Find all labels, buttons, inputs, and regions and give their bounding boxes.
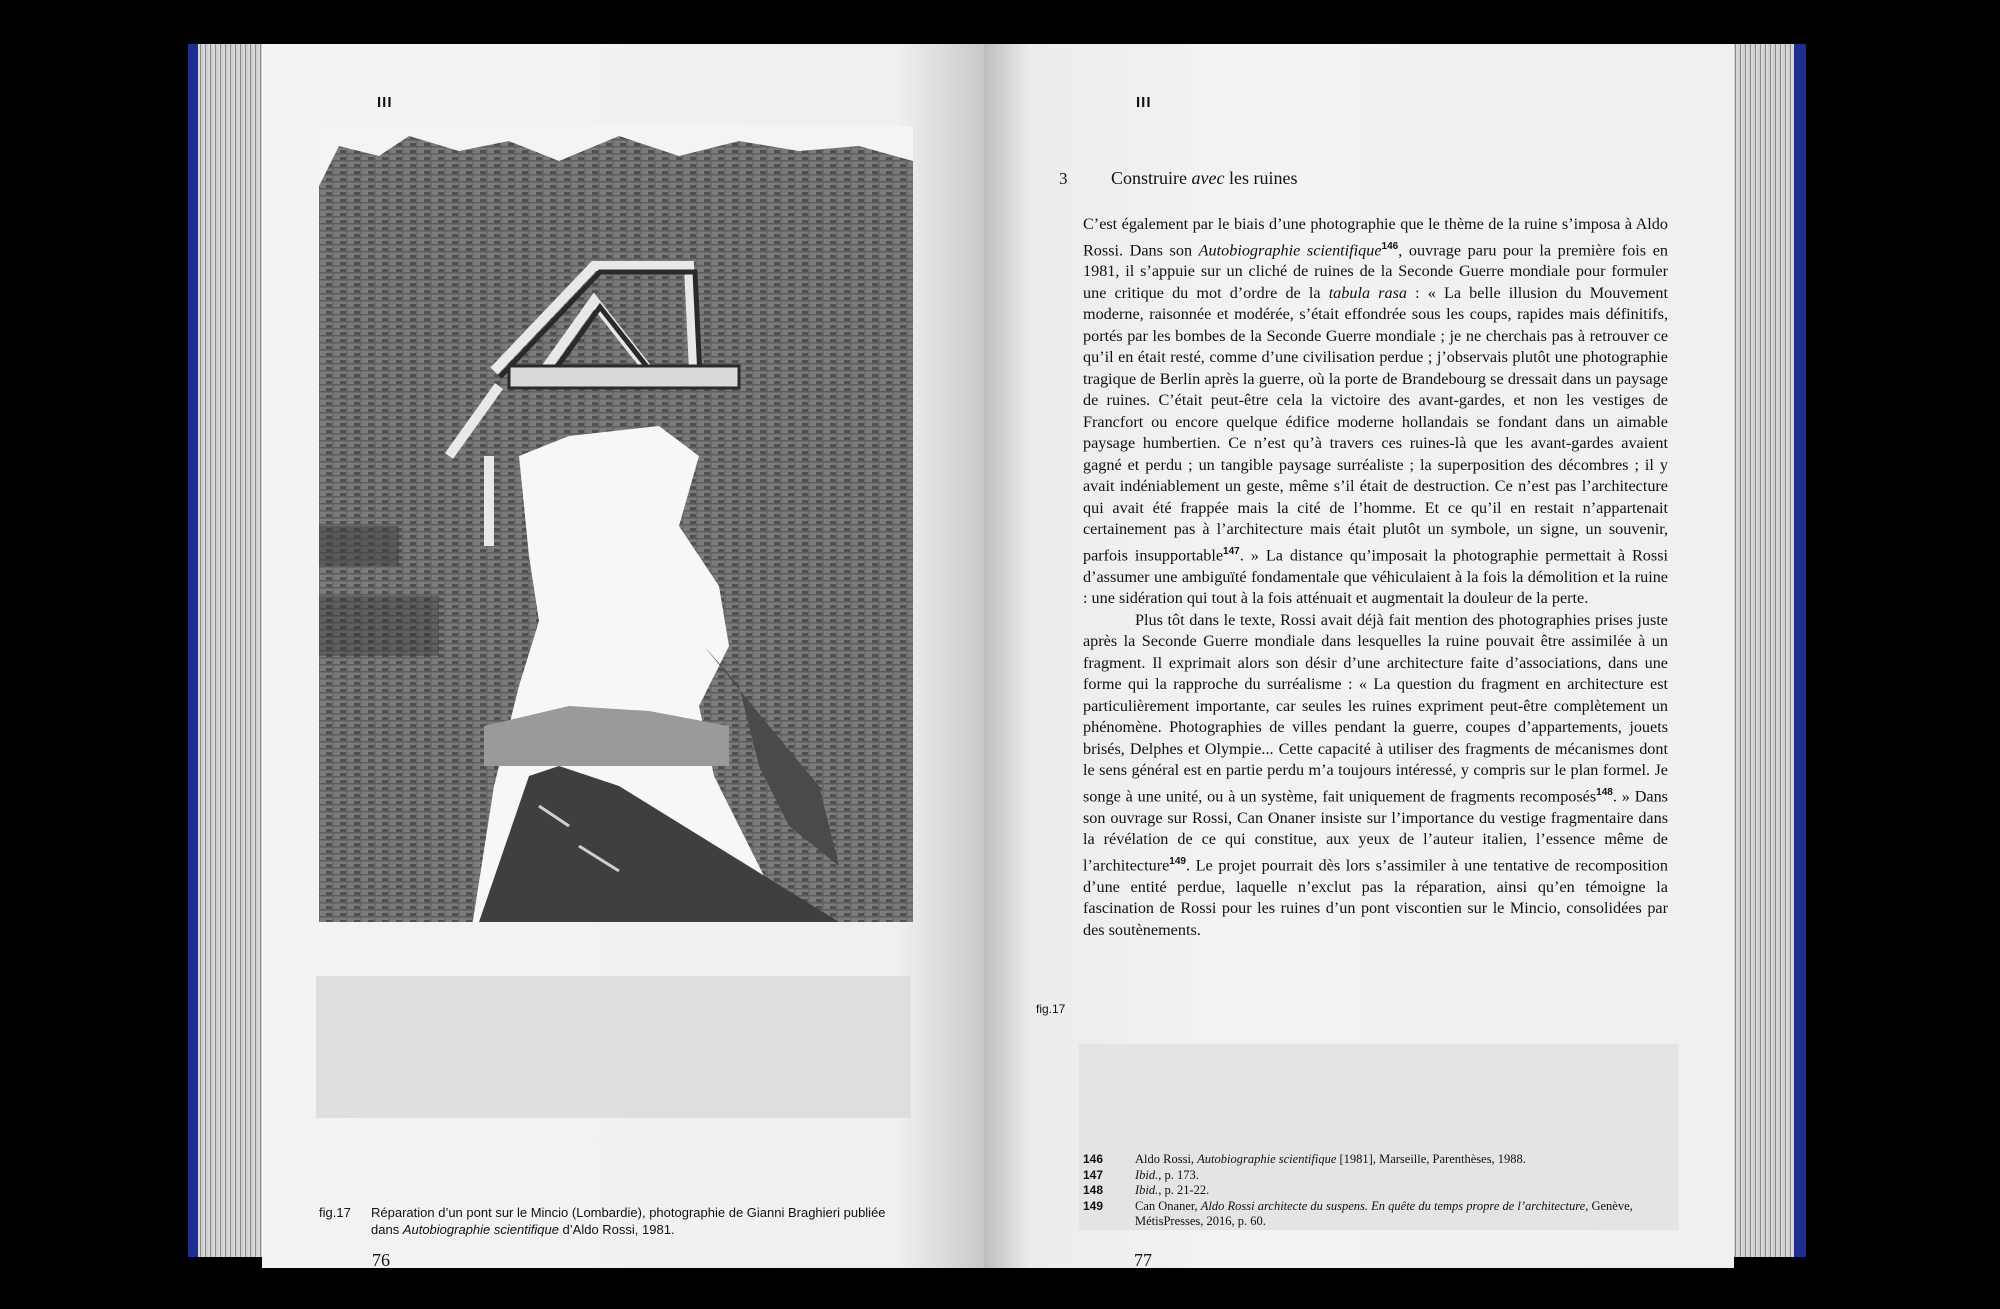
footnote-text	[1135, 1168, 1643, 1184]
left-page	[262, 44, 984, 1268]
bridge-ruin-image	[319, 126, 913, 922]
caption-text-1: Réparation d’un pont sur le Mincio (Lombardie), photographie de Gianni Braghieri publiée dans	[371, 1205, 886, 1237]
caption-text	[371, 1204, 911, 1238]
italic-run: Ibid.	[1135, 1183, 1159, 1197]
paragraph-2	[1083, 610, 1668, 941]
figure-caption	[319, 1204, 911, 1238]
part-marker: III	[377, 94, 393, 111]
footnote-text	[1135, 1152, 1643, 1168]
section-title-italic: avec	[1191, 168, 1225, 188]
part-marker: III	[1136, 94, 1152, 111]
caption-text-2: d’Aldo Rossi, 1981.	[558, 1222, 675, 1237]
bridge-photograph	[319, 126, 913, 922]
page-edges-left	[188, 44, 266, 1257]
footnotes	[1083, 1152, 1643, 1230]
italic-run: Autobiographie scientifique	[1197, 1152, 1337, 1166]
section-heading	[1059, 168, 1297, 189]
text-run: Plus tôt dans le texte, Rossi avait déjà fait mention des photographies prises juste après la Seconde Guerre mondiale dans lesquelles la ruine pouvait être assimilée à un fragment. Il exprimait alors son désir d’une architecture faite d’associations, dans une forme qui la rapproche du surréalisme : « La question du fragment en architecture est particulièrement importante, car seules les ruines expriment peut-être complètement un phénomène. Photographies de villes pendant la guerre, coupes d’appartements, jouets brisés, Delphes et Olympie... Cette capacité à utiliser des fragments de mécanismes dont le sens général est en partie perdu m’a toujours intéressé, y compris sur le plan formel. Je songe à une unité, ou à un système, fait uniquement de fragments recomposés	[1083, 610, 1668, 806]
text-run: , ouvrage paru pour la première fois en 1981, il s’appuie sur un cliché de ruines de la Seconde Guerre mondiale pour formuler une critique du mot d’ordre de la	[1083, 240, 1668, 302]
italic-run: tabula rasa	[1328, 283, 1407, 302]
italic-run: Autobiographie scientifique	[1198, 240, 1382, 259]
italic-run: Ibid.	[1135, 1167, 1159, 1182]
page-edges-right	[1728, 44, 1806, 1257]
text-run: : « La belle illusion du Mouvement moderne, raisonnée et modérée, s’était effondrée sous les coups, rapides mais définitifs, portés par les bombes de la Seconde Guerre mondiale ; je ne cherchais pas à retrouver ce qu’il en était resté, comme d’une civilisation perdue ; j’observais plutôt une photographie tragique de Berlin après la guerre, où la porte de Brandebourg se dressait dans un paysage de ruines. C’était peut-être cela la victoire des avant-gardes, et non les vestiges de Francfort ou encore quelque édifice moderne hollandais se fondant dans un aimable paysage humbertien. Ce n’est qu’à travers ces ruines-là que les avant-gardes avaient gagné et perdu ; un tangible paysage surréaliste ; la superposition des décombres ; il y avait indéniablement un geste, même s’il était de destruction. Ce n’est pas l’architecture qui avait été frappée mais la cité de l’homme. Et ce qu’il en restait n’appartenait certainement pas à l’architecture mais était plutôt un symbole, un signe, un souvenir, parfois insupportable	[1083, 283, 1668, 565]
text-run: , p. 21-22.	[1158, 1183, 1210, 1197]
footnote-number: 147	[1083, 1167, 1104, 1182]
section-number: 3	[1059, 169, 1068, 188]
text-run: Can Onaner,	[1135, 1198, 1201, 1213]
footnote-ref: 149	[1169, 855, 1186, 867]
footnote-number: 148	[1083, 1183, 1104, 1197]
text-run: Aldo Rossi,	[1135, 1152, 1198, 1166]
footnote	[1083, 1183, 1643, 1199]
caption-fig-label: fig.17	[319, 1205, 351, 1220]
text-run: , p. 173.	[1158, 1167, 1199, 1182]
footnote-ref: 146	[1381, 240, 1399, 252]
footnote	[1083, 1199, 1643, 1230]
paragraph-1	[1083, 214, 1668, 610]
footnote-text	[1135, 1199, 1643, 1230]
section-title-1: Construire	[1111, 168, 1192, 188]
footnote	[1083, 1152, 1643, 1168]
text-run: . Le projet pourrait dès lors s’assimiler à une tentative de recomposition d’une entité perdue, laquelle n’exclut pas la réparation, ainsi qu’en témoigne la fascination de Rossi pour les ruines d’un pont viscontien sur le Mincio, consolidées par des soutènements.	[1083, 856, 1668, 939]
text-run: , Genève, MétisPresses, 2016, p. 60.	[1135, 1198, 1633, 1228]
footnote-number: 146	[1083, 1152, 1104, 1166]
page-number-left: 76	[372, 1250, 390, 1270]
right-page	[984, 44, 1734, 1268]
footnote-text	[1135, 1183, 1643, 1199]
cover-edge-left	[188, 44, 198, 1257]
text-run: . » Dans son ouvrage sur Rossi, Can Onaner insiste sur l’importance du vestige fragmentaire dans la révélation de ce qui constitue, aux yeux de l’auteur italien, l’essence même de l’architecture	[1083, 787, 1668, 875]
section-title-2: les ruines	[1224, 168, 1298, 188]
text-run: [1981], Marseille, Parenthèses, 1988.	[1336, 1152, 1526, 1166]
footnote-ref: 148	[1596, 786, 1613, 798]
footnote-number: 149	[1083, 1198, 1104, 1213]
body-text	[1083, 214, 1668, 941]
cover-edge-right	[1794, 44, 1806, 1257]
italic-run: Aldo Rossi architecte du suspens. En quête du temps propre de l’architecture	[1200, 1198, 1586, 1213]
text-run: . » La distance qu’imposait la photographie permettait à Rossi d’assumer une ambiguïté fondamentale que véhiculaient à la fois la démolition et la ruine : une sidération qui tout à la fois atténuait et augmentait la douleur de la perte.	[1083, 546, 1668, 608]
page-number-right: 77	[1134, 1250, 1152, 1270]
margin-figure-ref: fig.17	[1036, 1002, 1066, 1016]
show-through-image	[316, 976, 911, 1118]
text-run: C’est également par le biais d’une photographie que le thème de la ruine s’imposa à Aldo Rossi. Dans son	[1083, 215, 1668, 259]
footnote-ref: 147	[1223, 545, 1240, 557]
footnote	[1083, 1168, 1643, 1184]
caption-text-italic: Autobiographie scientifique	[402, 1222, 559, 1237]
